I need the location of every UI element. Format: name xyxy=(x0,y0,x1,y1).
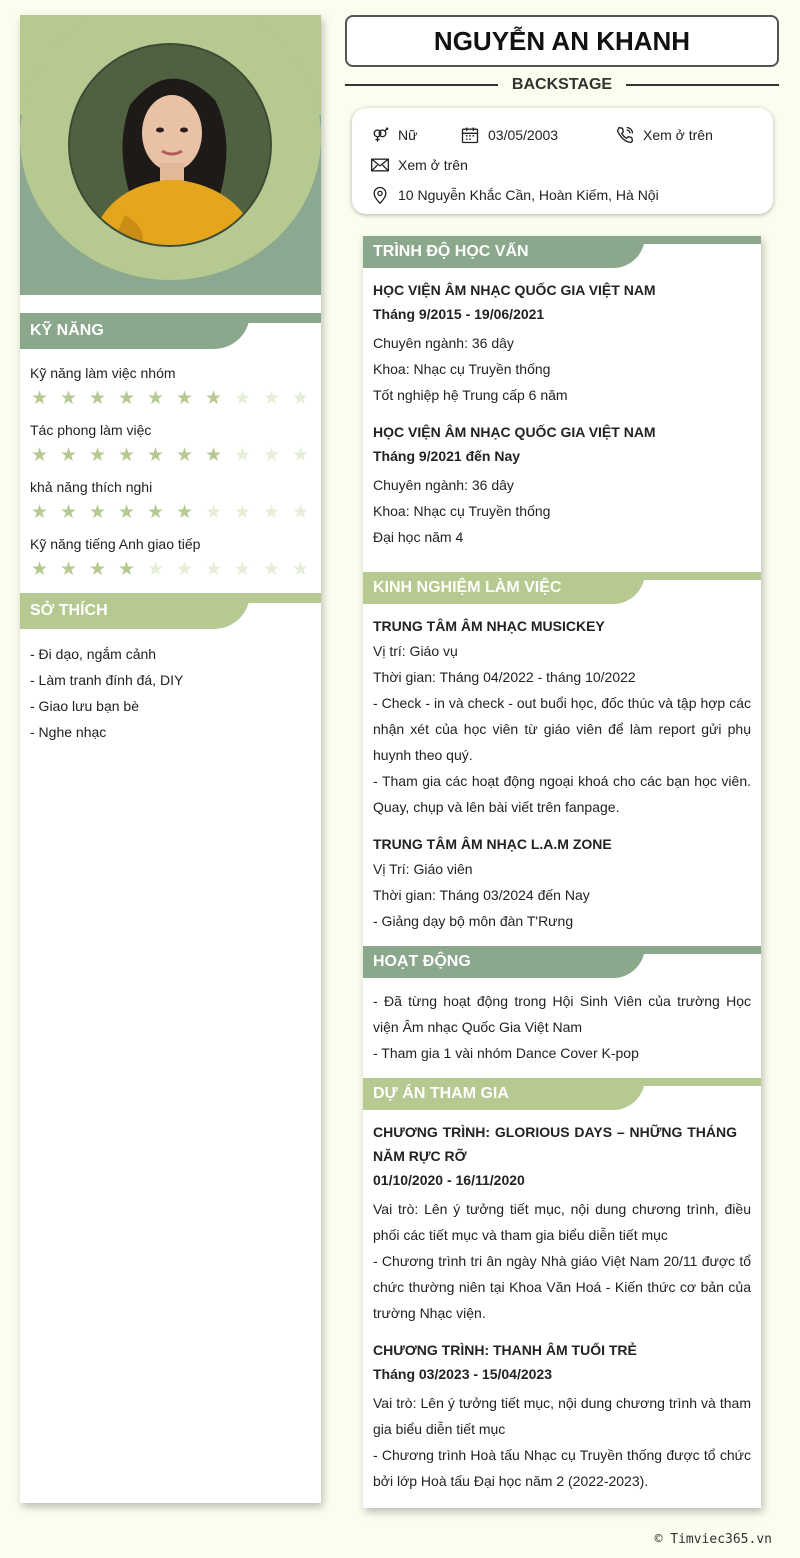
skill-name: Kỹ năng tiếng Anh giao tiếp xyxy=(30,536,201,552)
star-icon: ★ xyxy=(88,559,107,580)
experience-detail: - Check - in và check - out buổi học, đốc thúc và tập hợp các nhận xét của học viên từ giáo viên để làm report gửi phụ huynh theo quý. xyxy=(373,695,751,763)
address-value: 10 Nguyễn Khắc Cần, Hoàn Kiếm, Hà Nội xyxy=(398,187,659,203)
star-icon: ★ xyxy=(30,388,49,409)
projects-header xyxy=(363,1078,761,1112)
project-name: CHƯƠNG TRÌNH: GLORIOUS DAYS – NHỮNG THÁNG NĂM RỰC RỠ xyxy=(373,1124,737,1164)
phone-item xyxy=(615,125,713,145)
star-icon: ★ xyxy=(146,388,165,409)
star-icon: ★ xyxy=(88,445,107,466)
hobby-item: - Nghe nhạc xyxy=(30,724,107,740)
skill-item xyxy=(30,479,311,522)
star-icon: ★ xyxy=(117,502,136,523)
star-icon: ★ xyxy=(233,388,252,409)
education-period: Tháng 9/2021 đến Nay xyxy=(373,448,521,464)
email-item xyxy=(370,155,468,175)
education-period: Tháng 9/2015 - 19/06/2021 xyxy=(373,306,545,322)
email-value: Xem ở trên xyxy=(398,157,468,173)
star-icon: ★ xyxy=(262,388,281,409)
hobby-item: - Đi dạo, ngắm cảnh xyxy=(30,646,157,662)
education-content xyxy=(363,270,761,558)
email-icon xyxy=(370,155,390,175)
projects-content xyxy=(363,1112,761,1502)
footer-watermark: © Timviec365.vn xyxy=(654,1532,772,1547)
star-icon: ★ xyxy=(59,559,78,580)
left-column xyxy=(20,15,321,1503)
star-icon: ★ xyxy=(291,502,310,523)
experience-detail: Vị trí: Giáo vụ xyxy=(373,643,458,659)
dob-item xyxy=(460,125,615,145)
star-icon: ★ xyxy=(59,388,78,409)
skill-rating xyxy=(30,560,311,579)
project-detail: - Chương trình Hoà tấu Nhạc cụ Truyền thống được tổ chức bởi lớp Hoà tấu Đại học năm 2 (2022-2023). xyxy=(373,1447,751,1489)
star-icon: ★ xyxy=(117,388,136,409)
star-icon: ★ xyxy=(262,502,281,523)
school-name: HỌC VIỆN ÂM NHẠC QUỐC GIA VIỆT NAM xyxy=(373,424,656,440)
skill-rating xyxy=(30,389,311,408)
skill-item xyxy=(30,422,311,465)
star-icon: ★ xyxy=(175,502,194,523)
contact-box xyxy=(352,108,773,214)
skill-name: Tác phong làm việc xyxy=(30,422,152,438)
company-name: TRUNG TÂM ÂM NHẠC MUSICKEY xyxy=(373,618,605,634)
star-icon: ★ xyxy=(117,559,136,580)
star-icon: ★ xyxy=(291,445,310,466)
education-detail: Đại học năm 4 xyxy=(373,529,464,545)
gender-item xyxy=(370,125,460,145)
star-icon: ★ xyxy=(204,388,223,409)
star-icon: ★ xyxy=(204,445,223,466)
experience-detail: - Tham gia các hoạt động ngoại khoá cho các bạn học viên. Quay, chụp và lên bài viết trên fanpage. xyxy=(373,773,751,815)
activity-item: - Đã từng hoạt động trong Hội Sinh Viên của trường Học viện Âm nhạc Quốc Gia Việt Nam xyxy=(373,993,751,1035)
star-icon: ★ xyxy=(30,502,49,523)
star-icon: ★ xyxy=(233,502,252,523)
project-detail: Vai trò: Lên ý tưởng tiết mục, nội dung chương trình, điều phối các tiết mục và tham gia biểu diễn tiết mục xyxy=(373,1201,751,1243)
spacer xyxy=(373,820,751,832)
education-detail: Chuyên ngành: 36 dây xyxy=(373,335,514,351)
education-header xyxy=(363,236,761,270)
skill-name: khả năng thích nghi xyxy=(30,479,153,495)
experience-detail: - Giảng dạy bộ môn đàn T'Rưng xyxy=(373,913,574,929)
activities-content xyxy=(363,980,761,1074)
star-icon: ★ xyxy=(59,502,78,523)
star-icon: ★ xyxy=(291,559,310,580)
star-icon: ★ xyxy=(146,502,165,523)
activities-header xyxy=(363,946,761,980)
hobbies-title: SỞ THÍCH xyxy=(20,593,250,629)
project-detail: Vai trò: Lên ý tưởng tiết mục, nội dung chương trình và tham gia biểu diễn tiết mục xyxy=(373,1395,751,1437)
star-icon: ★ xyxy=(175,388,194,409)
star-icon: ★ xyxy=(262,445,281,466)
star-icon: ★ xyxy=(30,559,49,580)
skills-header xyxy=(20,313,321,351)
star-icon: ★ xyxy=(204,559,223,580)
address-item xyxy=(370,185,659,205)
project-name: CHƯƠNG TRÌNH: THANH ÂM TUỔI TRẺ xyxy=(373,1342,637,1358)
activities-title: HOẠT ĐỘNG xyxy=(363,946,645,978)
photo-block xyxy=(20,15,321,295)
project-detail: - Chương trình tri ân ngày Nhà giáo Việt Nam 20/11 được tổ chức thường niên tại Khoa Văn Hoá - Kiến thức cơ bản của trường Nhạc viện. xyxy=(373,1253,751,1321)
project-period: Tháng 03/2023 - 15/04/2023 xyxy=(373,1366,552,1382)
experience-title: KINH NGHIỆM LÀM VIỆC xyxy=(363,572,645,604)
star-icon: ★ xyxy=(88,502,107,523)
star-icon: ★ xyxy=(233,559,252,580)
phone-value: Xem ở trên xyxy=(643,127,713,143)
star-icon: ★ xyxy=(233,445,252,466)
gender-icon xyxy=(370,125,390,145)
experience-content xyxy=(363,606,761,942)
star-icon: ★ xyxy=(117,445,136,466)
candidate-name: NGUYỄN AN KHANH xyxy=(345,15,779,67)
star-icon: ★ xyxy=(291,388,310,409)
star-icon: ★ xyxy=(204,502,223,523)
hobby-item: - Giao lưu bạn bè xyxy=(30,698,139,714)
education-detail: Tốt nghiệp hệ Trung cấp 6 năm xyxy=(373,387,568,403)
skill-name: Kỹ năng làm việc nhóm xyxy=(30,365,176,381)
skill-item xyxy=(30,536,311,579)
education-detail: Khoa: Nhạc cụ Truyền thống xyxy=(373,361,551,377)
project-period: 01/10/2020 - 16/11/2020 xyxy=(373,1172,525,1188)
star-icon: ★ xyxy=(175,445,194,466)
skill-item xyxy=(30,365,311,408)
school-name: HỌC VIỆN ÂM NHẠC QUỐC GIA VIỆT NAM xyxy=(373,282,656,298)
spacer xyxy=(373,408,751,420)
portrait-image xyxy=(70,45,272,247)
main-column xyxy=(363,236,761,1508)
phone-icon xyxy=(615,125,635,145)
skill-rating xyxy=(30,446,311,465)
hobbies-header xyxy=(20,593,321,631)
experience-detail: Thời gian: Tháng 03/2024 đến Nay xyxy=(373,887,590,903)
hobby-item: - Làm tranh đính đá, DIY xyxy=(30,672,184,688)
company-name: TRUNG TÂM ÂM NHẠC L.A.M ZONE xyxy=(373,836,612,852)
activity-item: - Tham gia 1 vài nhóm Dance Cover K-pop xyxy=(373,1045,639,1061)
location-pin-icon xyxy=(370,185,390,205)
star-icon: ★ xyxy=(175,559,194,580)
role-line xyxy=(345,74,779,96)
star-icon: ★ xyxy=(59,445,78,466)
education-title: TRÌNH ĐỘ HỌC VẤN xyxy=(363,236,645,268)
star-icon: ★ xyxy=(88,388,107,409)
experience-header xyxy=(363,572,761,606)
avatar xyxy=(68,43,272,247)
education-detail: Khoa: Nhạc cụ Truyền thống xyxy=(373,503,551,519)
star-icon: ★ xyxy=(146,445,165,466)
dob-value: 03/05/2003 xyxy=(488,127,559,143)
skills-list xyxy=(20,351,321,579)
projects-title: DỰ ÁN THAM GIA xyxy=(363,1078,645,1110)
education-detail: Chuyên ngành: 36 dây xyxy=(373,477,514,493)
star-icon: ★ xyxy=(146,559,165,580)
skill-rating xyxy=(30,503,311,522)
star-icon: ★ xyxy=(262,559,281,580)
skills-title: KỸ NĂNG xyxy=(20,313,250,349)
calendar-icon xyxy=(460,125,480,145)
experience-detail: Vị Trí: Giáo viên xyxy=(373,861,473,877)
spacer xyxy=(373,1326,751,1338)
experience-detail: Thời gian: Tháng 04/2022 - tháng 10/2022 xyxy=(373,669,636,685)
gender-value: Nữ xyxy=(398,127,418,143)
star-icon: ★ xyxy=(30,445,49,466)
job-title: BACKSTAGE xyxy=(511,76,613,93)
hobbies-list xyxy=(20,631,321,745)
